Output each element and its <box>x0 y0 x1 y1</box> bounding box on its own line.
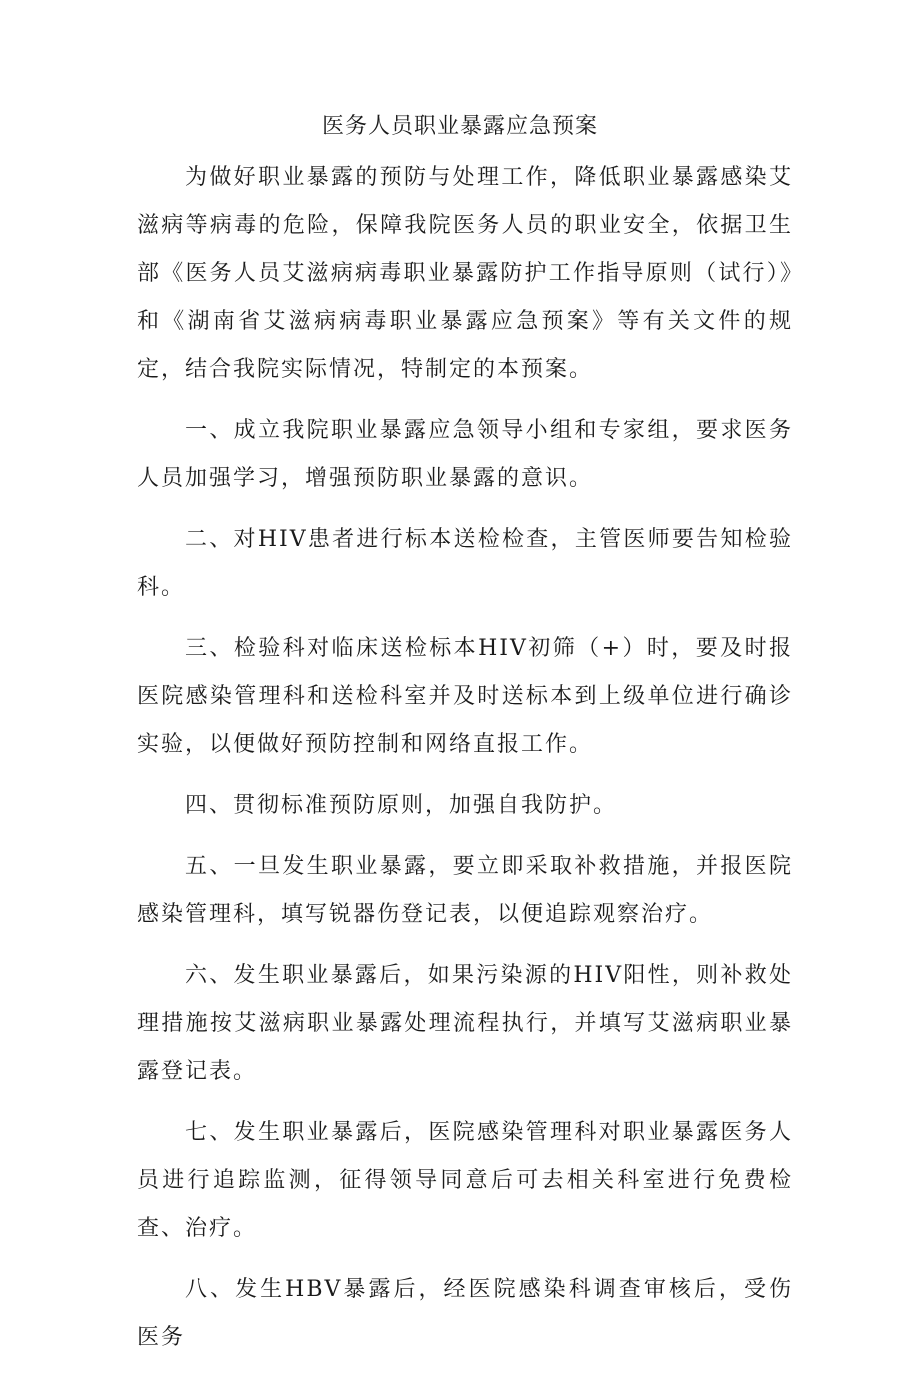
paragraph-item-2: 二、对HIV患者进行标本送检检查，主管医师要告知检验科。 <box>137 527 793 600</box>
paragraph-item-4: 四、贯彻标准预防原则，加强自我防护。 <box>185 793 618 818</box>
paragraph-item-1: 一、成立我院职业暴露应急领导小组和专家组，要求医务人员加强学习，增强预防职业暴露的意识。 <box>137 418 793 491</box>
document-body <box>137 154 793 1375</box>
paragraph-intro: 为做好职业暴露的预防与处理工作，降低职业暴露感染艾滋病等病毒的危险，保障我院医务人员的职业安全，依据卫生部《医务人员艾滋病病毒职业暴露防护工作指导原则（试行）》和《湖南省艾滋病病毒职业暴露应急预案》等有关文件的规定，结合我院实际情况，特制定的本预案。 <box>137 165 793 382</box>
paragraph-item-5: 五、一旦发生职业暴露，要立即采取补救措施，并报医院感染管理科，填写锐器伤登记表，以便追踪观察治疗。 <box>137 854 793 927</box>
paragraph-item-8: 八、发生HBV暴露后，经医院感染科调查审核后，受伤医务 <box>137 1277 793 1350</box>
paragraph-item-6: 六、发生职业暴露后，如果污染源的HIV阳性，则补救处理措施按艾滋病职业暴露处理流程执行，并填写艾滋病职业暴露登记表。 <box>137 963 793 1084</box>
paragraph-item-3: 三、检验科对临床送检标本HIV初筛（+）时，要及时报医院感染管理科和送检科室并及时送标本到上级单位进行确诊实验，以便做好预防控制和网络直报工作。 <box>137 636 793 757</box>
paragraph-item-7: 七、发生职业暴露后，医院感染管理科对职业暴露医务人员进行追踪监测，征得领导同意后可去相关科室进行免费检查、治疗。 <box>137 1120 793 1241</box>
document-title: 医务人员职业暴露应急预案 <box>321 114 598 139</box>
